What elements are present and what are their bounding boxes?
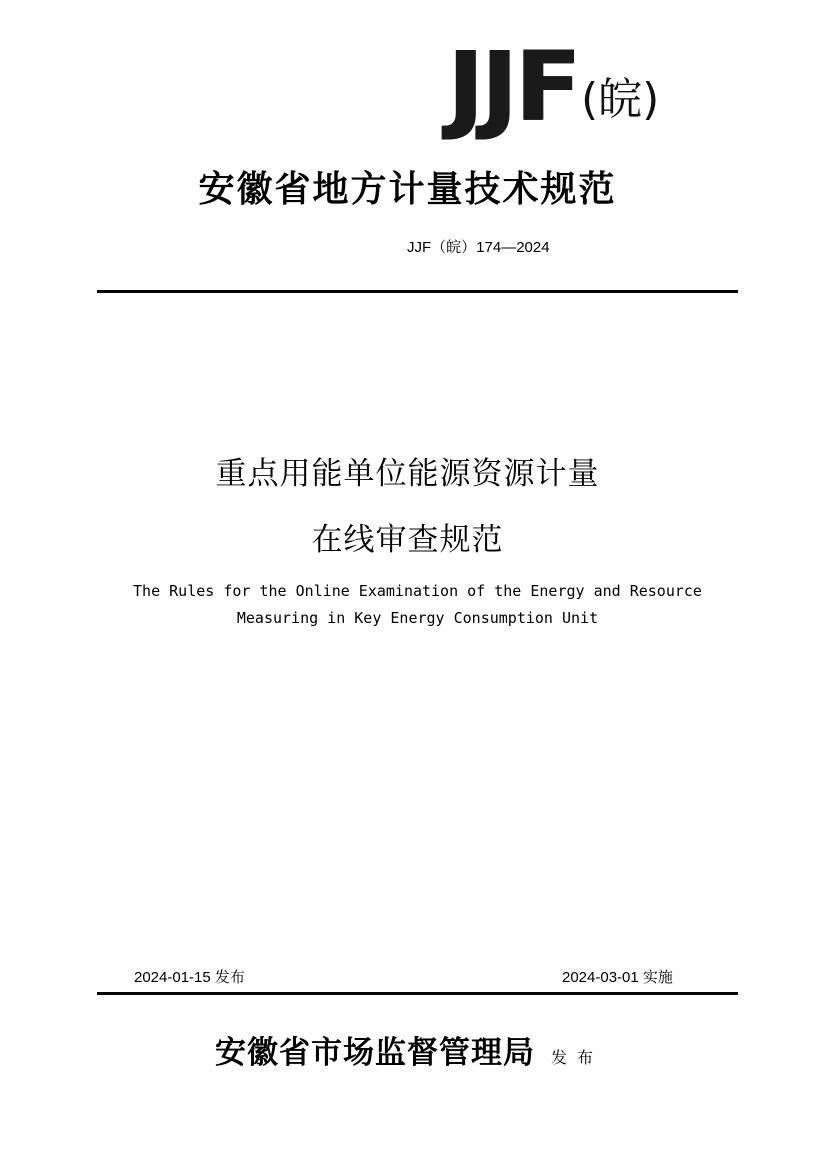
publisher-action: 发布 [551, 1048, 604, 1067]
bottom-divider [97, 992, 738, 995]
chinese-title-line1: 重点用能单位能源资源计量 [215, 456, 600, 492]
issue-date: 2024-01-15 发布 [134, 969, 245, 986]
jjf-logo-suffix: (皖) [581, 74, 660, 125]
publisher [215, 1027, 603, 1072]
top-divider [97, 290, 738, 293]
publisher-name: 安徽省市场监督管理局 [215, 1035, 535, 1071]
jjf-logo-letters [448, 31, 580, 143]
implementation-date: 2024-03-01 实施 [562, 969, 673, 986]
chinese-title-line2: 在线审查规范 [311, 522, 504, 558]
english-title-line1: The Rules for the Online Examination of the Energy and Resource [133, 582, 702, 600]
jjf-logo-text: JJF [448, 31, 580, 143]
english-title-line2: Measuring in Key Energy Consumption Unit [236, 609, 599, 627]
spec-series-title: 安徽省地方计量技术规范 [198, 168, 617, 210]
jjf-logo [448, 31, 660, 143]
document-code: JJF（皖）174—2024 [407, 239, 550, 256]
english-title [0, 578, 815, 632]
